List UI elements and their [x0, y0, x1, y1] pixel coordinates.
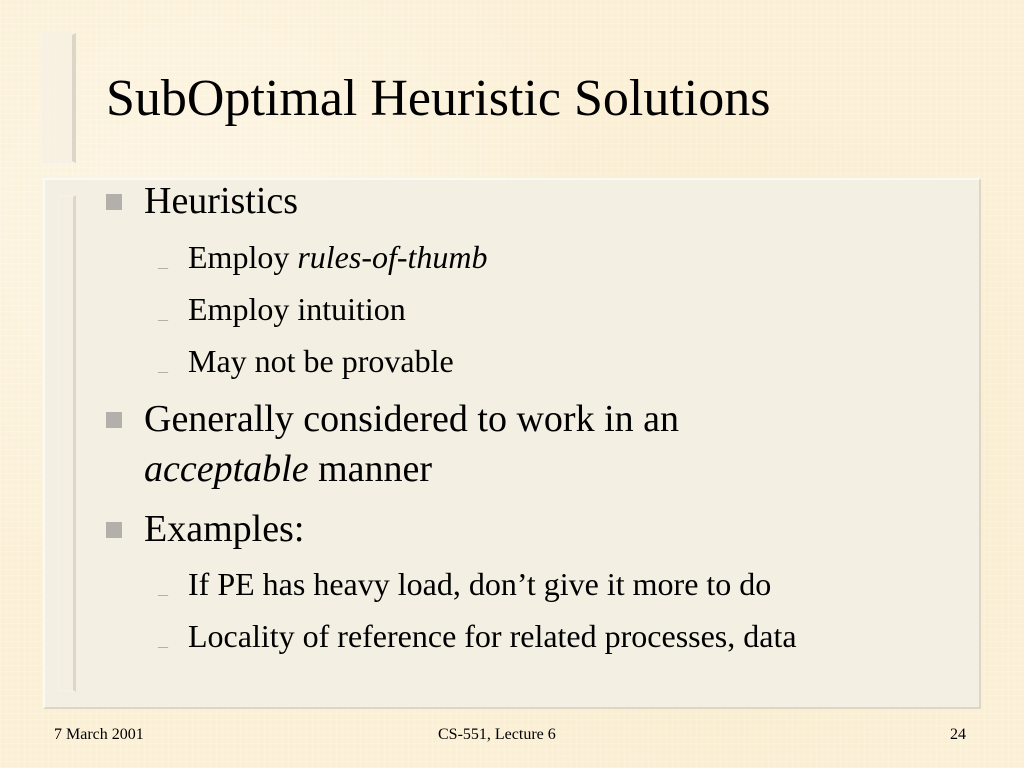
bullet-suffix: manner — [308, 448, 433, 490]
square-bullet-icon — [106, 412, 122, 428]
dash-bullet-icon: – — [158, 360, 168, 382]
dash-bullet-icon: – — [158, 256, 168, 278]
footer-course: CS-551, Lecture 6 — [438, 726, 556, 743]
dash-bullet-icon: – — [158, 308, 168, 330]
sub-bullet-text — [188, 237, 488, 277]
bullet-text: Generally considered to work in an — [144, 398, 679, 440]
dash-bullet-icon: – — [158, 583, 168, 605]
sub-bullet-text: Employ intuition — [188, 291, 406, 327]
sub-bullet-text: May not be provable — [188, 343, 454, 379]
bullet-text: Examples: — [144, 508, 305, 550]
dash-bullet-icon: – — [158, 635, 168, 657]
sub-bullet-emphasis: rules-of-thumb — [297, 239, 488, 275]
sub-bullet-text: If PE has heavy load, don’t give it more to do — [188, 566, 772, 602]
slide-title: SubOptimal Heuristic Solutions — [106, 70, 771, 127]
square-bullet-icon — [106, 522, 122, 538]
bullet-text: Heuristics — [144, 180, 299, 222]
square-bullet-icon — [106, 194, 122, 210]
bullet-text-cont — [144, 445, 432, 493]
footer-page-number: 24 — [950, 726, 966, 743]
bullet-emphasis: acceptable — [144, 448, 309, 490]
footer-date: 7 March 2001 — [54, 726, 144, 743]
sub-bullet-text: Locality of reference for related processes, data — [188, 618, 797, 654]
sub-bullet-prefix: Employ — [188, 239, 298, 275]
